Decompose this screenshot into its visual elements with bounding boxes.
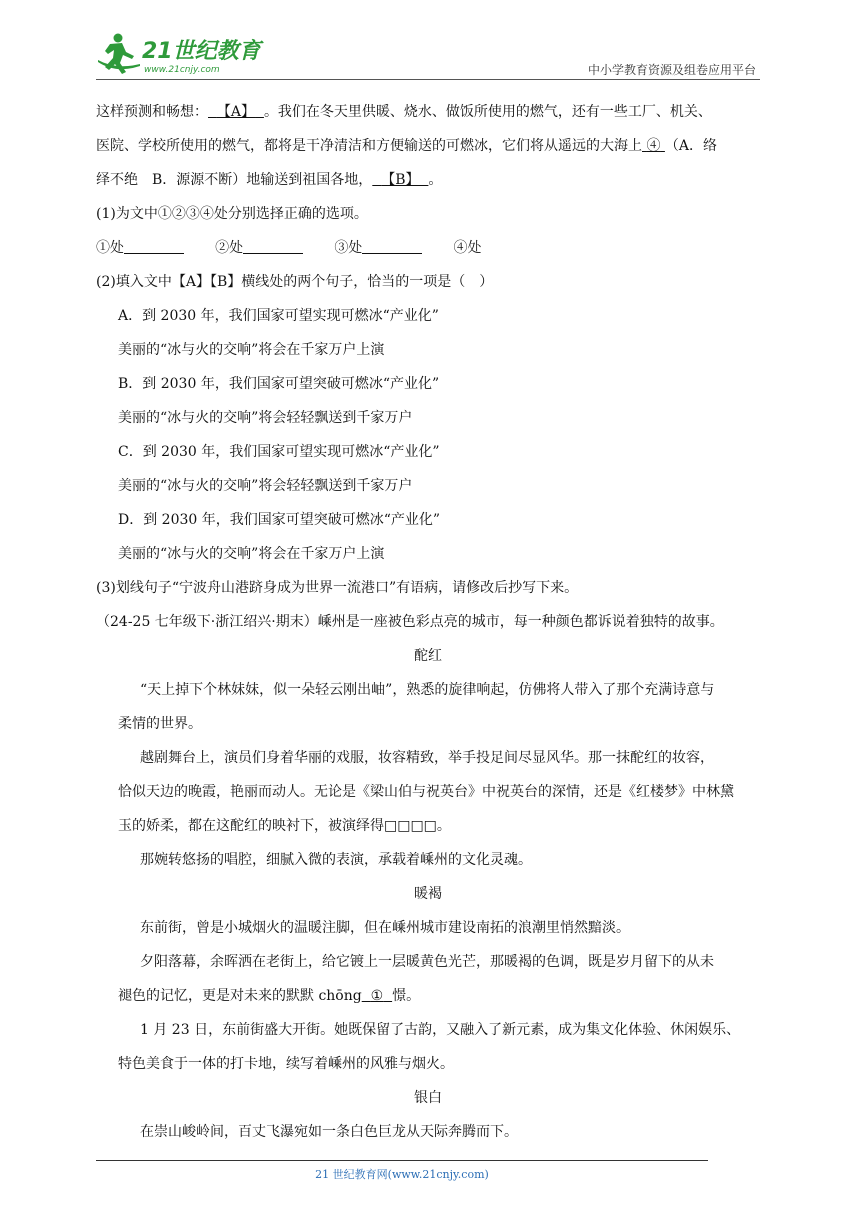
platform-name: 中小学教育资源及组卷应用平台 — [587, 63, 756, 77]
blank-4: ④ — [646, 138, 661, 154]
blank-A: 【A】 — [216, 104, 256, 120]
option-d-line1: D．到 2030 年，我们国家可望突破可燃冰“产业化” — [118, 512, 441, 528]
answer-blank-3[interactable] — [362, 237, 422, 254]
paragraph-2b: 恰似天边的晚霞，艳丽而动人。无论是《梁山伯与祝英台》中祝英台的深情，还是《红楼梦》中林黛 — [118, 784, 734, 800]
site-logo — [96, 30, 266, 76]
svg-text:www.21cnjy.com: www.21cnjy.com — [144, 65, 220, 75]
blank-1: ① — [370, 988, 384, 1004]
question-1: (1)为文中①②③④处分别选择正确的选项。 — [96, 206, 368, 222]
footer-link[interactable]: 21 世纪教育网(www.21cnjy.com) — [315, 1168, 489, 1181]
header-divider — [96, 79, 760, 80]
paragraph-2a: 越剧舞台上，演员们身着华丽的戏服，妆容精致，举手投足间尽显风华。那一抹酡红的妆容， — [140, 750, 714, 766]
option-a-line1: A．到 2030 年，我们国家可望实现可燃冰“产业化” — [118, 308, 439, 324]
paragraph-1b: 柔情的世界。 — [118, 716, 202, 732]
passage1-line2: 医院、学校所使用的燃气，都将是干净清洁和方便输送的可燃冰，它们将从遥远的大海上 ④ （A．络 — [96, 138, 718, 154]
answer-blank-1[interactable] — [124, 237, 184, 254]
paragraph-7: 在崇山峻岭间，百丈飞瀑宛如一条白色巨龙从天际奔腾而下。 — [140, 1124, 518, 1140]
section-title-nuanhe: 暖褐 — [414, 886, 442, 902]
option-b-line2: 美丽的“冰与火的交响”将会轻轻飘送到千家万户 — [118, 410, 413, 426]
passage1-line3: 绎不绝 B．源源不断）地输送到祖国各地， 【B】 。 — [96, 172, 443, 188]
paragraph-3: 那婉转悠扬的唱腔，细腻入微的表演，承载着嵊州的文化灵魂。 — [140, 852, 532, 868]
svg-text:21世纪教育: 21世纪教育 — [142, 39, 261, 64]
option-c-line2: 美丽的“冰与火的交响”将会轻轻飘送到千家万户 — [118, 478, 413, 494]
section-title-yinbai: 银白 — [414, 1090, 442, 1106]
answer-blank-2[interactable] — [243, 237, 303, 254]
page-header — [96, 28, 760, 80]
paragraph-5a: 夕阳落幕，余晖洒在老街上，给它镀上一层暖黄色光芒，那暖褐的色调，既是岁月留下的从未 — [140, 954, 714, 970]
paragraph-4: 东前街，曾是小城烟火的温暖注脚，但在嵊州城市建设南拓的浪潮里悄然黯淡。 — [140, 920, 630, 936]
paragraph-2c: 玉的娇柔，都在这酡红的映衬下，被演绎得□□□□。 — [118, 818, 451, 834]
question-1-blanks: ①处 ②处 ③处 ④处 — [96, 231, 760, 265]
option-a-line2: 美丽的“冰与火的交响”将会在千家万户上演 — [118, 342, 385, 358]
paragraph-1a: “天上掉下个林妹妹，似一朵轻云刚出岫”，熟悉的旋律响起，仿佛将人带入了那个充满诗意与 — [140, 682, 715, 698]
footer-divider — [96, 1160, 708, 1161]
question-2: (2)填入文中【A】【B】横线处的两个句子，恰当的一项是（ ） — [96, 274, 494, 290]
option-b-line1: B．到 2030 年，我们国家可望突破可燃冰“产业化” — [118, 376, 440, 392]
question-3: (3)划线句子“宁波舟山港跻身成为世界一流港口”有语病，请修改后抄写下来。 — [96, 580, 579, 596]
option-c-line1: C．到 2030 年，我们国家可望实现可燃冰“产业化” — [118, 444, 440, 460]
document-content — [96, 95, 760, 1149]
paragraph-6b: 特色美食于一体的打卡地，续写着嵊州的风雅与烟火。 — [118, 1056, 454, 1072]
paragraph-5b: 褪色的记忆，更是对未来的默默 chōng ① 憬。 — [118, 988, 421, 1004]
paragraph-6a: 1 月 23 日，东前街盛大开街。她既保留了古韵，又融入了新元素，成为集文化体验、休闲娱乐、 — [140, 1022, 741, 1038]
blank-B: 【B】 — [381, 172, 420, 188]
passage2-intro: （24-25 七年级下·浙江绍兴·期末）嵊州是一座被色彩点亮的城市，每一种颜色都诉说着独特的故事。 — [96, 614, 724, 630]
option-d-line2: 美丽的“冰与火的交响”将会在千家万户上演 — [118, 546, 385, 562]
section-title-tuohong: 酡红 — [414, 648, 442, 664]
passage1-line1: 这样预测和畅想： 【A】 。我们在冬天里供暖、烧水、做饭所使用的燃气，还有一些工厂、机关、 — [96, 104, 712, 120]
